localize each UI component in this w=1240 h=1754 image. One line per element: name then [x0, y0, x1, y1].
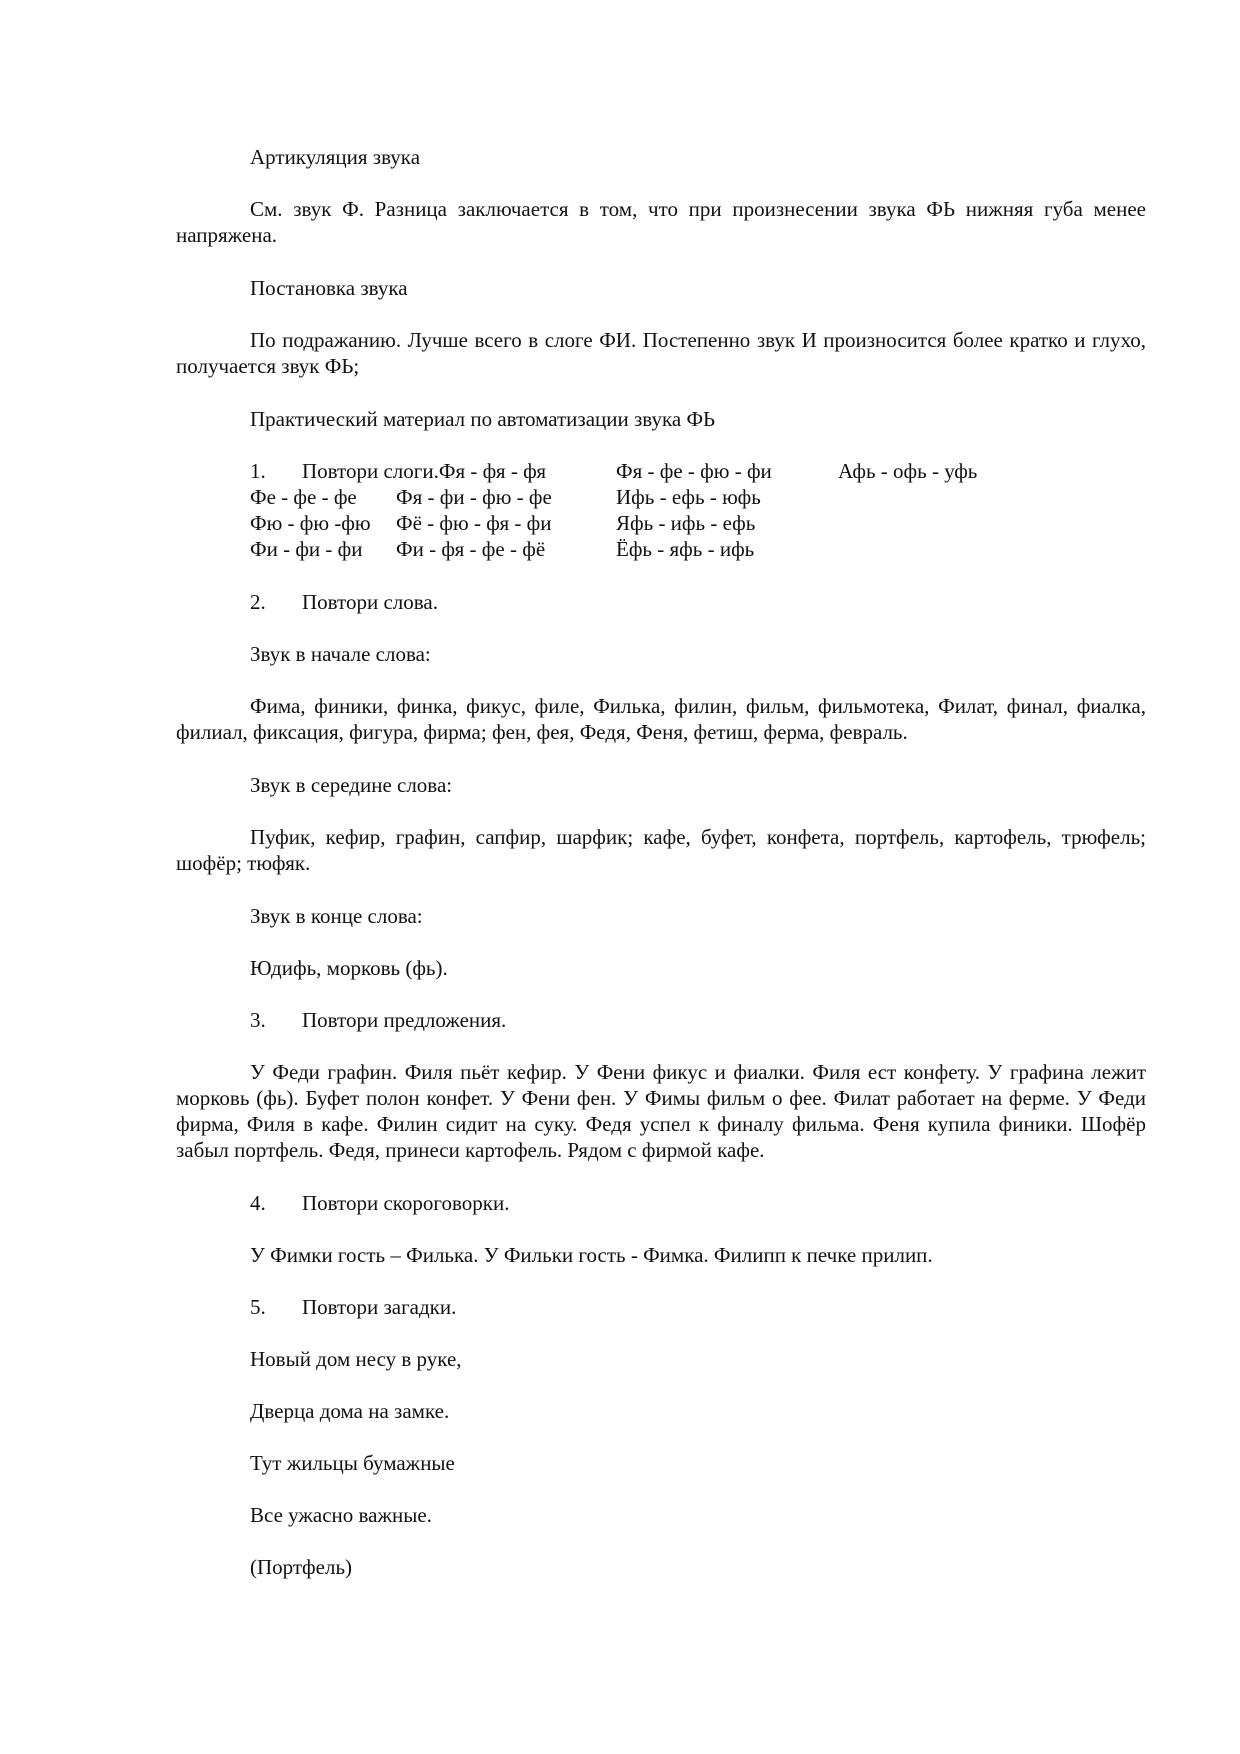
- heading-sound-start: Звук в начале слова:: [250, 642, 431, 666]
- exercise-1-number: 1.: [250, 459, 266, 483]
- syllable-row1-col3: Афь - офь - уфь: [838, 459, 978, 483]
- riddle-line-4: Все ужасно важные.: [250, 1503, 432, 1527]
- riddle-line-1: Новый дом несу в руке,: [250, 1347, 462, 1371]
- paragraph-sound-middle: Пуфик, кефир, графин, сапфир, шарфик; кафе, буфет, конфета, портфель, картофель, трюфель; шофёр; тюфяк.: [176, 825, 1146, 875]
- exercise-4-header: [250, 1190, 509, 1216]
- paragraph-articulation: См. звук Ф. Разница заключается в том, что при произнесении звука ФЬ нижняя губа менее напряжена.: [176, 197, 1146, 247]
- syllable-row1-col1: Фя - фя - фя: [438, 459, 547, 483]
- paragraph-sound-start: Фима, финики, финка, фикус, филе, Филька, филин, фильм, фильмотека, Филат, финал, фиалка, филиал, фиксация, фигура, фирма; фен, фея, Федя, Феня, фетиш, ферма, февраль.: [176, 694, 1146, 744]
- exercise-3-header: [250, 1007, 506, 1033]
- syllable-row2-col1: Фе - фе - фе: [250, 485, 357, 509]
- heading-setting: Постановка звука: [250, 276, 408, 300]
- syllable-row3-col2: Фё - фю - фя - фи: [396, 511, 552, 535]
- exercise-1-title: Повтори слоги.: [302, 459, 439, 483]
- paragraph-setting: По подражанию. Лучше всего в слоге ФИ. Постепенно звук И произносится более кратко и глухо, получается звук ФЬ;: [176, 328, 1146, 378]
- riddle-line-3: Тут жильцы бумажные: [250, 1451, 455, 1475]
- syllable-row3-col1: Фю - фю -фю: [250, 511, 371, 535]
- heading-practice: Практический материал по автоматизации звука ФЬ: [250, 407, 716, 431]
- syllable-row4-col1: Фи - фи - фи: [250, 537, 363, 561]
- exercise-4-number: 4.: [250, 1191, 266, 1215]
- paragraph-sentences: У Феди графин. Филя пьёт кефир. У Фени фикус и фиалки. Филя ест конфету. У графина лежит морковь (фь). Буфет полон конфет. У Фени фен. У Фимы фильм о фее. Филат работает на ферме. У Феди фирма, Филя в кафе. Филин сидит на суку. Федя успел к финалу фильма. Феня купила финики. Шофёр забыл портфель. Федя, принеси картофель. Рядом с фирмой кафе.: [176, 1060, 1146, 1162]
- heading-sound-end: Звук в конце слова:: [250, 904, 423, 928]
- exercise-4-title: Повтори скороговорки.: [302, 1191, 510, 1215]
- syllable-row4-col3: Ёфь - яфь - ифь: [616, 537, 755, 561]
- exercise-2-number: 2.: [250, 590, 266, 614]
- exercise-3-number: 3.: [250, 1008, 266, 1032]
- riddle-answer: (Портфель): [250, 1555, 353, 1579]
- exercise-5-title: Повтори загадки.: [302, 1295, 457, 1319]
- heading-articulation: Артикуляция звука: [250, 145, 421, 169]
- riddle-line-2: Дверца дома на замке.: [250, 1399, 450, 1423]
- exercise-2-title: Повтори слова.: [302, 590, 438, 614]
- syllable-row3-col3: Яфь - ифь - ефь: [616, 511, 756, 535]
- syllable-row2-col2: Фя - фи - фю - фе: [396, 485, 552, 509]
- exercise-2-header: [250, 589, 438, 615]
- exercise-5-header: [250, 1294, 456, 1320]
- syllable-row1-col2: Фя - фе - фю - фи: [616, 459, 772, 483]
- exercise-3-title: Повтори предложения.: [302, 1008, 507, 1032]
- exercise-5-number: 5.: [250, 1295, 266, 1319]
- paragraph-sound-end: Юдифь, морковь (фь).: [250, 956, 448, 980]
- syllable-row4-col2: Фи - фя - фе - фё: [396, 537, 546, 561]
- heading-sound-middle: Звук в середине слова:: [250, 773, 453, 797]
- syllable-row2-col3: Ифь - ефь - юфь: [616, 485, 761, 509]
- exercise-1-header: [250, 458, 546, 484]
- paragraph-tongue-twisters: У Фимки гость – Филька. У Фильки гость - Фимка. Филипп к печке прилип.: [250, 1243, 933, 1267]
